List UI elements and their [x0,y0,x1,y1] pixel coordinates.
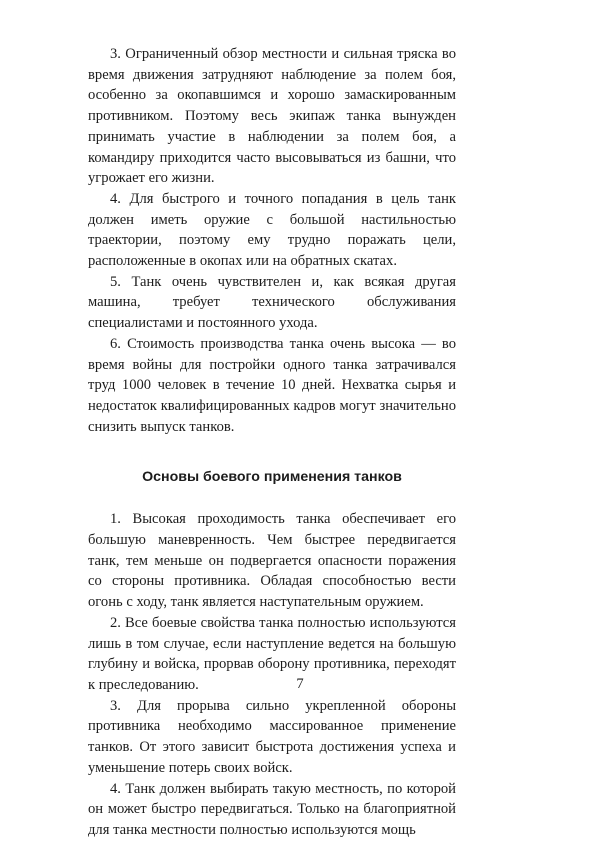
paragraph-weapon-trajectory: 4. Для быстрого и точного попадания в цель танк должен иметь оружие с большой настильностью траектории, поэтому ему трудно поражать цели, расположенные в окопах или на обратных скатах. [88,190,456,270]
page-number: 7 [296,676,304,692]
paragraph-deep-offensive: 2. Все боевые свойства танка полностью используются лишь в том случае, если наступление ведется на большую глубину и войска, прорвав оборону противника, переходят к преследованию. [88,614,456,693]
paragraph-maintenance: 5. Танк очень чувствителен и, как всякая другая машина, требует технического обслуживания специалистами и постоянного ухода. [88,273,456,332]
paragraph-production-cost: 6. Стоимость производства танка очень высока — во время войны для постройки одного танка затрачивался труд 1000 человек в течение 10 дней. Нехватка сырья и недостаток квалифицированных кадров могут значительно снизить выпуск танков. [88,335,456,435]
section-heading: Основы боевого применения танков [142,469,402,486]
paragraph-breakthrough: 3. Для прорыва сильно укрепленной обороны противника необходимо массированное применение танков. От этого зависит быстрота достижения успеха и уменьшение потерь своих войск. [88,697,456,776]
paragraph-limited-view: 3. Ограниченный обзор местности и сильная тряска во время движения затрудняют наблюдение за полем боя, особенно за окопавшимся и хорошо замаскированным противником. Поэтому весь экипаж танка вынужден принимать участие в наблюдении за полем боя, а командиру приходится часто высовываться из башни, что угрожает его жизни. [88,46,456,187]
text-column [88,44,456,841]
paragraph-terrain: 4. Танк должен выбирать такую местность, по которой он может быстро передвигаться. Только на благоприятной для танка местности полностью используются мощь [88,780,456,838]
paragraph-mobility: 1. Высокая проходимость танка обеспечивает его большую маневренность. Чем быстрее передвигается танк, тем меньше он подвергается опасности поражения со стороны противника. Обладая способностью вести огонь с ходу, танк является наступательным оружием. [88,511,456,611]
